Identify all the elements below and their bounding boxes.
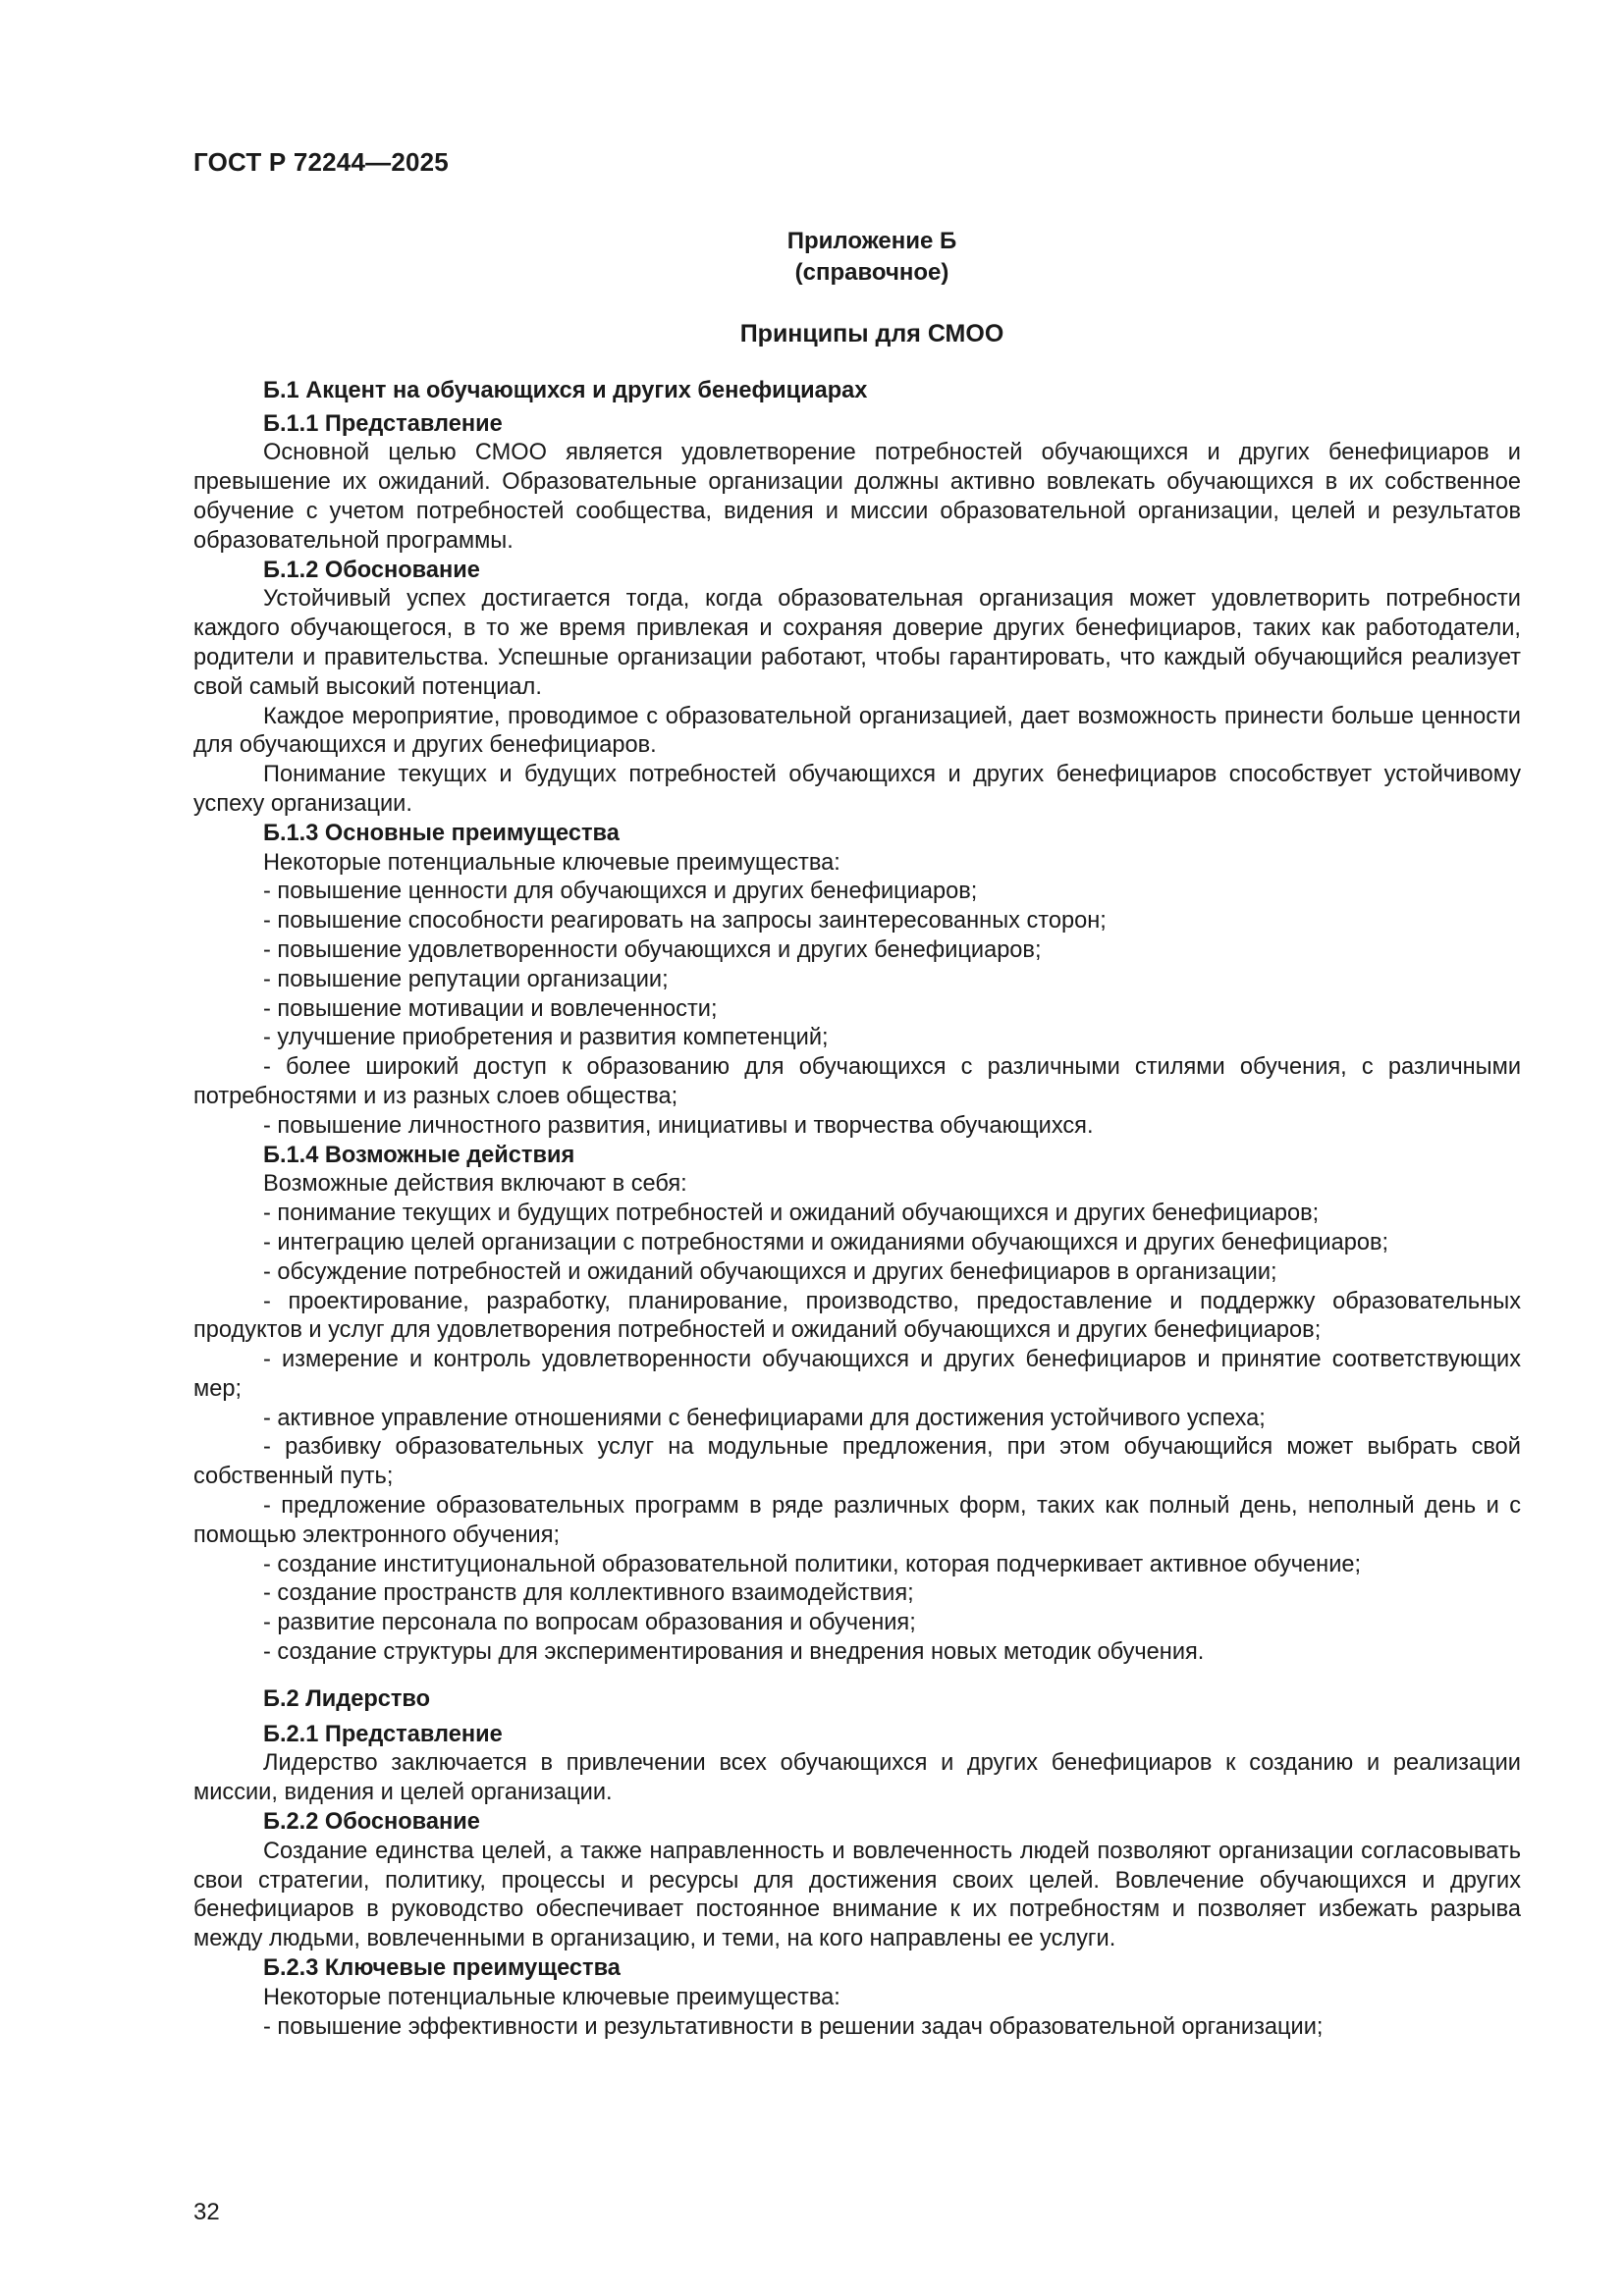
section-b21-heading: Б.2.1 Представление (263, 1721, 503, 1747)
list-item: - повышение ценности для обучающихся и других бенефициаров; (263, 879, 978, 905)
page-number: 32 (193, 2199, 220, 2225)
annex-title: Приложение Б (786, 228, 957, 254)
section-b2-heading: Б.2 Лидерство (263, 1685, 431, 1712)
list-item: - проектирование, разработку, планирование, производство, предоставление и поддержку образовательных продуктов и услуг для удовлетворения потребностей и ожиданий обучающихся и других бенефициаров; (193, 1288, 1521, 1344)
list-item: - создание институциональной образовательной политики, которая подчеркивает активное обучение; (263, 1551, 1362, 1577)
paragraph: Каждое мероприятие, проводимое с образовательной организацией, дает возможность принести больше ценности для обучающихся и других бенефициаров. (193, 703, 1521, 759)
section-b12-heading: Б.1.2 Обоснование (263, 557, 480, 583)
paragraph: Основной целью СМОО является удовлетворение потребностей обучающихся и других бенефициаров и превышение их ожиданий. Образовательные организации должны активно вовлекать обучающихся в их собственное обучение с учетом потребностей сообщества, видения и миссии образовательной организации, целей и результатов образовательной программы. (193, 440, 1521, 554)
section-b11-heading: Б.1.1 Представление (263, 410, 503, 437)
section-b13-heading: Б.1.3 Основные преимущества (263, 820, 620, 846)
document-header: ГОСТ Р 72244—2025 (193, 147, 449, 177)
list-item: - интеграцию целей организации с потребностями и ожиданиями обучающихся и других бенефициаров; (263, 1229, 1389, 1255)
list-item: - развитие персонала по вопросам образования и обучения; (263, 1610, 916, 1636)
list-item: - измерение и контроль удовлетворенности обучающихся и других бенефициаров и принятие соответствующих мер; (193, 1347, 1521, 1402)
list-item: - повышение личностного развития, инициативы и творчества обучающихся. (263, 1112, 1094, 1139)
section-b22-heading: Б.2.2 Обоснование (263, 1809, 480, 1836)
paragraph: Лидерство заключается в привлечении всех обучающихся и других бенефициаров к созданию и реализации миссии, видения и целей организации. (193, 1750, 1521, 1806)
list-item: - повышение эффективности и результативности в решении задач образовательной организации; (263, 2013, 1324, 2040)
list-item: - повышение удовлетворенности обучающихся и других бенефициаров; (263, 936, 1042, 963)
section-b1-heading: Б.1 Акцент на обучающихся и других бенефициарах (263, 377, 868, 403)
list-intro: Возможные действия включают в себя: (263, 1171, 687, 1198)
section-b14-heading: Б.1.4 Возможные действия (263, 1142, 575, 1168)
list-item: - разбивку образовательных услуг на модульные предложения, при этом обучающийся может выбрать свой собственный путь; (193, 1434, 1521, 1490)
section-b23-heading: Б.2.3 Ключевые преимущества (263, 1955, 621, 1982)
list-item: - активное управление отношениями с бенефициарами для достижения устойчивого успеха; (263, 1405, 1266, 1431)
list-item: - более широкий доступ к образованию для обучающихся с различными стилями обучения, с различными потребностями и из разных слоев общества; (193, 1054, 1521, 1109)
list-item: - улучшение приобретения и развития компетенций; (263, 1025, 829, 1051)
annex-type: (справочное) (794, 259, 949, 286)
paragraph: Создание единства целей, а также направленность и вовлеченность людей позволяют организации согласовывать свои стратегии, политику, процессы и ресурсы для достижения своих целей. Вовлечение обучающихся и других бенефициаров в руководство обеспечивает постоянное внимание к их потребностям и позволяет избежать разрыва между людьми, вовлеченными в организацию, и теми, на кого направлены ее услуги. (193, 1838, 1521, 1952)
list-item: - создание структуры для экспериментирования и внедрения новых методик обучения. (263, 1639, 1205, 1666)
list-item: - предложение образовательных программ в ряде различных форм, таких как полный день, неполный день и с помощью электронного обучения; (193, 1493, 1521, 1548)
main-title: Принципы для СМОО (739, 320, 1004, 347)
list-item: - обсуждение потребностей и ожиданий обучающихся и других бенефициаров в организации; (263, 1258, 1277, 1285)
list-item: - повышение способности реагировать на запросы заинтересованных сторон; (263, 908, 1107, 934)
list-intro: Некоторые потенциальные ключевые преимущества: (263, 1984, 840, 2010)
page-content (193, 226, 1521, 2042)
list-item: - понимание текущих и будущих потребностей и ожиданий обучающихся и других бенефициаров; (263, 1201, 1320, 1227)
list-item: - повышение репутации организации; (263, 966, 669, 992)
paragraph: Устойчивый успех достигается тогда, когда образовательная организация может удовлетворить потребности каждого обучающегося, в то же время привлекая и сохраняя доверие других бенефициаров, таких как работодатели, родители и правительства. Успешные организации работают, чтобы гарантировать, что каждый обучающийся реализует свой самый высокий потенциал. (193, 586, 1521, 700)
paragraph: Понимание текущих и будущих потребностей обучающихся и других бенефициаров способствует устойчивому успеху организации. (193, 762, 1521, 817)
list-item: - повышение мотивации и вовлеченности; (263, 995, 718, 1022)
list-intro: Некоторые потенциальные ключевые преимущества: (263, 849, 840, 876)
list-item: - создание пространств для коллективного взаимодействия; (263, 1580, 914, 1607)
